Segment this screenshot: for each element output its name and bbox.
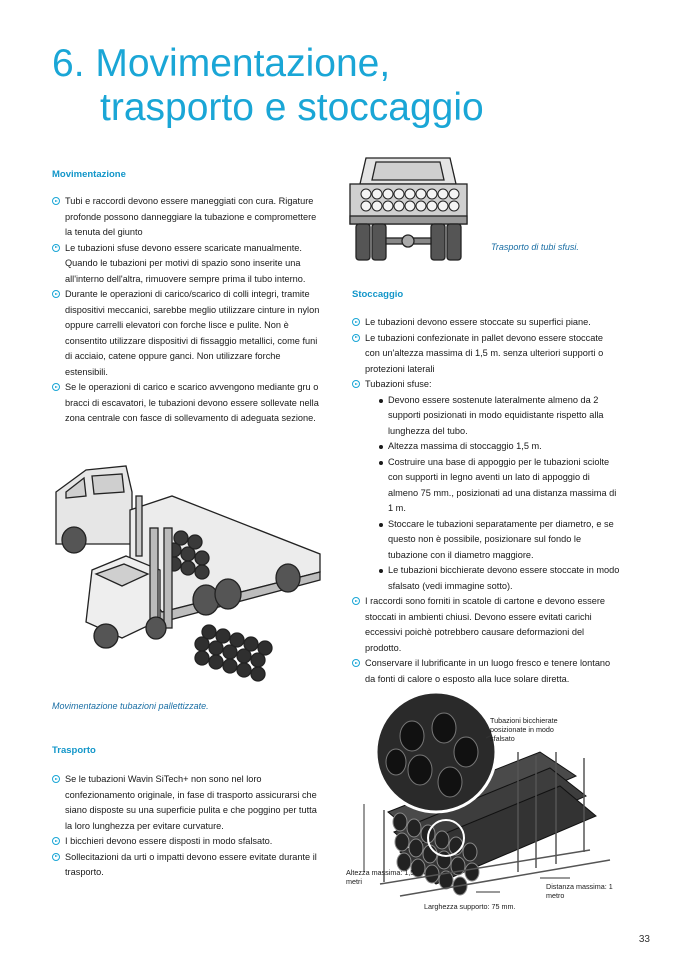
sub-list-item: Le tubazioni bicchierate devono essere stoccate in modo sfalsato (vedi immagine sotto). bbox=[379, 563, 620, 594]
list-item: I bicchieri devono essere disposti in modo sfalsato. bbox=[52, 834, 322, 850]
bullet-arrow-icon bbox=[352, 659, 360, 667]
sub-list bbox=[365, 393, 620, 595]
list-item: Le tubazioni confezionate in pallet devono essere stoccate con un'altezza massima di 1,5 m. senza ulteriori supporti o protezioni laterali bbox=[352, 331, 620, 378]
heading-trasporto: Trasporto bbox=[52, 745, 96, 756]
caption-movimentazione: Movimentazione tubazioni pallettizzate. bbox=[52, 701, 209, 711]
page-number: 33 bbox=[638, 934, 650, 945]
heading-stoccaggio: Stoccaggio bbox=[352, 289, 404, 300]
title-line-1: 6. Movimentazione, bbox=[52, 42, 391, 85]
page-title bbox=[52, 42, 484, 130]
heading-movimentazione: Movimentazione bbox=[52, 169, 126, 180]
title-line-2: trasporto e stoccaggio bbox=[100, 86, 484, 129]
list-item: Le tubazioni devono essere stoccate su superfici piane. bbox=[352, 315, 620, 331]
bullet-arrow-icon bbox=[352, 318, 360, 326]
bullet-arrow-icon bbox=[352, 380, 360, 388]
caption-trasporto: Trasporto di tubi sfusi. bbox=[491, 242, 579, 252]
list-item: Tubi e raccordi devono essere maneggiati con cura. Rigature profonde possono danneggiare la tubazione e compromettere la tenuta del giunto bbox=[52, 194, 322, 241]
sub-list-item: Altezza massima di stoccaggio 1,5 m. bbox=[379, 439, 620, 455]
list-item: Tubazioni sfuse: Devono essere sostenute lateralmente almeno da 2 supporti posizionati in modo equidistante rispetto alla lunghezza del tubo. Altezza massima di stoccaggio 1,5 m. Costruire una base di appoggio per le tubazioni sciolte con supporti in legno aventi un lato di appoggio di almeno 75 mm., posizionati ad una distanza massima di 1 m. Stoccare le tubazioni separatamente per diametro, e se questo non è possibile, posizionare sul fondo le tubazione con il diametro maggiore. Le tubazioni bicchierate devono essere stoccate in modo sfalsato (vedi immagine sotto). bbox=[352, 377, 620, 594]
forklift-truck-illustration bbox=[52, 452, 332, 697]
bullet-arrow-icon bbox=[52, 837, 60, 845]
bullet-arrow-icon bbox=[52, 290, 60, 298]
bullet-arrow-icon bbox=[52, 383, 60, 391]
list-item: Durante le operazioni di carico/scarico di colli integri, tramite dispositivi meccanici, sarebbe meglio utilizzare cinture in nylon oppure carrelli elevatori con forche lisce e pulite. Non è consentito utilizzare dispositivi di fissaggio metallici, come funi di acciaio, catene oppure ganci. Non utilizzare forche estensibili. bbox=[52, 287, 322, 380]
bullet-dot-icon bbox=[379, 461, 383, 465]
bullet-arrow-icon bbox=[52, 775, 60, 783]
bullet-arrow-icon bbox=[352, 597, 360, 605]
bullet-dot-icon bbox=[379, 399, 383, 403]
label-max-height: Altezza massima: 1,5 metri bbox=[346, 868, 415, 886]
list-item: Se le tubazioni Wavin SiTech+ non sono nel loro confezionamento originale, in fase di trasporto assicurarsi che siano disposte su una superficie pulita e che poggino per tutta la loro lunghezza per evitare curvature. bbox=[52, 772, 322, 834]
bullet-arrow-icon bbox=[52, 853, 60, 861]
list-item: I raccordi sono forniti in scatole di cartone e devono essere stoccati in ambienti chiusi. Devono essere evitati carichi eccessivi poichè potrebbero causare deformazioni del prodotto. bbox=[352, 594, 620, 656]
bullet-dot-icon bbox=[379, 569, 383, 573]
list-item: Sollecitazioni da urti o impatti devono essere evitate durante il trasporto. bbox=[52, 850, 322, 881]
list-item: Le tubazioni sfuse devono essere scaricate manualmente. Quando le tubazioni per motivi di spazio sono inserite una all'interno dell'altra, rimuovere sempre prima il tubo interno. bbox=[52, 241, 322, 288]
bullet-arrow-icon bbox=[352, 334, 360, 342]
bullet-arrow-icon bbox=[52, 197, 60, 205]
sub-list-item: Devono essere sostenute lateralmente almeno da 2 supporti posizionati in modo equidistante rispetto alla lunghezza del tubo. bbox=[379, 393, 620, 440]
label-staggered: Tubazioni bicchierate posizionate in modo sfalsato bbox=[490, 716, 558, 743]
sub-list-item: Stoccare le tubazioni separatamente per diametro, e se questo non è possibile, posizionare sul fondo le tubazione con il diametro maggiore. bbox=[379, 517, 620, 564]
truck-rear-illustration bbox=[346, 156, 471, 264]
label-max-distance: Distanza massima: 1 metro bbox=[546, 882, 613, 900]
list-item: Se le operazioni di carico e scarico avvengono mediante gru o bracci di escavatori, le tubazioni devono essere sollevate nella zona centrale con fasce di sollevamento di adeguata sezione. bbox=[52, 380, 322, 427]
label-support-width: Larghezza supporto: 75 mm. bbox=[424, 902, 516, 911]
stoccaggio-list bbox=[352, 315, 620, 687]
list-item: Conservare il lubrificante in un luogo fresco e tenere lontano da fonti di calore o esposto alla luce solare diretta. bbox=[352, 656, 620, 687]
trasporto-list bbox=[52, 772, 322, 881]
bullet-dot-icon bbox=[379, 445, 383, 449]
movimentazione-list bbox=[52, 194, 322, 427]
bullet-arrow-icon bbox=[52, 244, 60, 252]
sub-list-item: Costruire una base di appoggio per le tubazioni sciolte con supporti in legno aventi un lato di appoggio di almeno 75 mm., posizionati ad una distanza massima di 1 m. bbox=[379, 455, 620, 517]
bullet-dot-icon bbox=[379, 523, 383, 527]
